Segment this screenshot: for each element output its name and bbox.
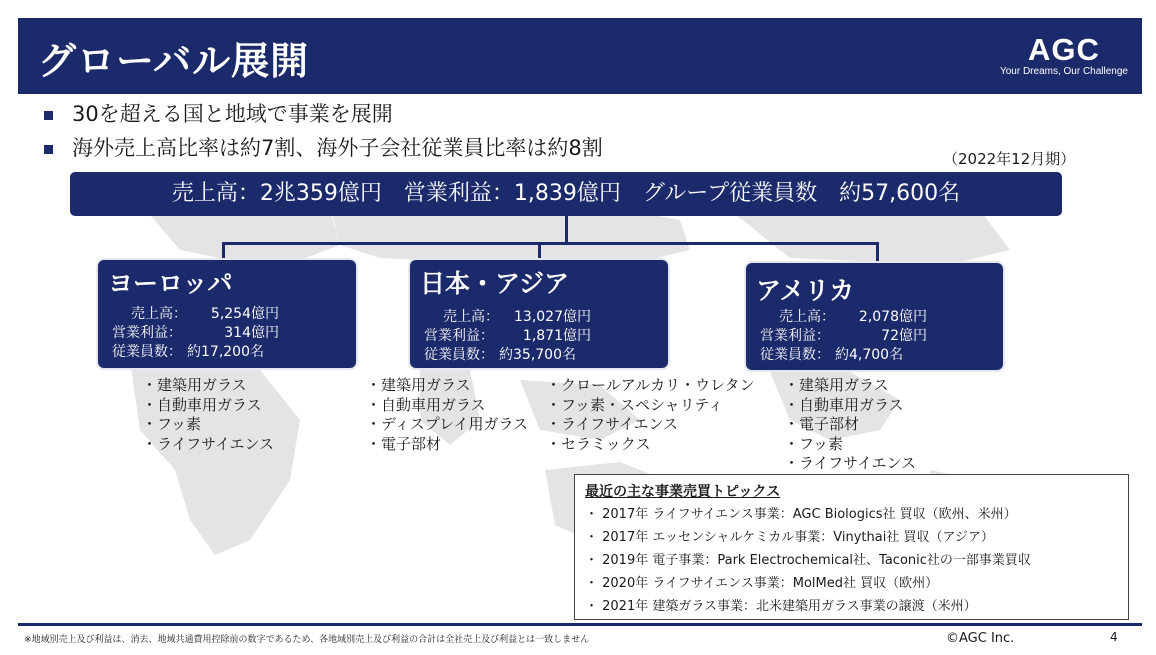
recent-deals-heading: 最近の主な事業売買トピックス — [585, 484, 781, 500]
business-list-asia-right — [546, 376, 755, 454]
list-item: ・ライフサイエンス — [142, 434, 275, 453]
copyright: ©AGC Inc. — [946, 631, 1015, 646]
region-card-america — [744, 261, 1005, 372]
region-card-europe — [96, 258, 358, 370]
list-item: ・ディスプレイ用ガラス — [366, 415, 529, 433]
title-bar — [18, 18, 1142, 94]
recent-deals-list — [585, 503, 1031, 618]
list-item: ・クロールアルカリ・ウレタン — [546, 376, 755, 394]
region-card-japan-asia — [408, 258, 670, 370]
list-item: ・フッ素 — [142, 415, 201, 433]
business-list-europe — [142, 376, 274, 454]
region-stats: 売上高： 13,027億円 営業利益： 1,871億円 従業員数： 約35,700名 — [424, 309, 591, 363]
fiscal-period: （2022年12月期） — [943, 150, 1076, 168]
key-point: 30を超える国と地域で事業を展開 — [44, 97, 603, 131]
business-list-asia-left — [366, 376, 528, 454]
bullet-square-icon — [44, 145, 53, 154]
connector-horizontal — [222, 242, 879, 245]
list-item: ・ 2020年 ライフサイエンス事業：MolMed社 買収（欧州） — [585, 576, 939, 591]
region-stats: 売上高： 5,254億円 営業利益： 314億円 従業員数： 約17,200名 — [112, 306, 279, 360]
region-name: 日本・アジア — [420, 269, 570, 298]
region-name: アメリカ — [756, 276, 855, 305]
recent-deals-box — [574, 474, 1129, 620]
footnote: ※地域別売上及び利益は、消去、地域共通費用控除前の数字であるため、各地域別売上及び利益の合計は全社売上及び利益とは一致しません — [24, 635, 590, 645]
list-item: ・建築用ガラス — [366, 376, 471, 394]
list-item: ・ 2019年 電子事業：Park Electrochemical社、Taconic社の一部事業買収 — [585, 553, 1031, 568]
region-name: ヨーロッパ — [108, 269, 233, 298]
page-title: グローバル展開 — [38, 39, 310, 83]
connector-trunk — [565, 216, 568, 244]
list-item: ・セラミックス — [546, 434, 651, 453]
list-item: ・ライフサイエンス — [546, 415, 679, 433]
list-item: ・建築用ガラス — [142, 376, 247, 394]
list-item: ・建築用ガラス — [784, 376, 889, 394]
list-item: ・フッ素・スペシャリティ — [546, 395, 724, 414]
logo-mark: AGC — [1028, 32, 1100, 67]
business-list-america — [784, 376, 916, 474]
list-item: ・電子部材 — [784, 415, 860, 433]
list-item: ・ 2017年 エッセンシャルケミカル事業：Vinythai社 買収（アジア） — [585, 530, 994, 545]
page-number: 4 — [1110, 630, 1118, 644]
bullet-square-icon — [44, 111, 53, 120]
group-summary-banner: 売上高：2兆359億円 営業利益：1,839億円 グループ従業員数 約57,600名 — [70, 172, 1062, 216]
list-item: ・ 2021年 建築ガラス事業：北米建築用ガラス事業の譲渡（米州） — [585, 599, 977, 614]
list-item: ・自動車用ガラス — [784, 395, 904, 414]
list-item: ・自動車用ガラス — [366, 395, 486, 414]
list-item: ・ 2017年 ライフサイエンス事業：AGC Biologics社 買収（欧州、米州） — [585, 507, 1017, 522]
logo-tagline: Your Dreams, Our Challenge — [999, 66, 1128, 77]
list-item: ・ライフサイエンス — [784, 454, 917, 472]
footer-rule — [18, 623, 1142, 626]
region-stats: 売上高： 2,078億円 営業利益： 72億円 従業員数： 約4,700名 — [760, 309, 927, 363]
agc-logo — [1000, 34, 1128, 78]
list-item: ・自動車用ガラス — [142, 395, 262, 414]
list-item: ・電子部材 — [366, 434, 442, 453]
key-points — [44, 97, 603, 165]
connector-america — [876, 242, 879, 262]
key-point: 海外売上高比率は約7割、海外子会社従業員比率は約8割 — [44, 131, 603, 165]
list-item: ・フッ素 — [784, 434, 843, 453]
